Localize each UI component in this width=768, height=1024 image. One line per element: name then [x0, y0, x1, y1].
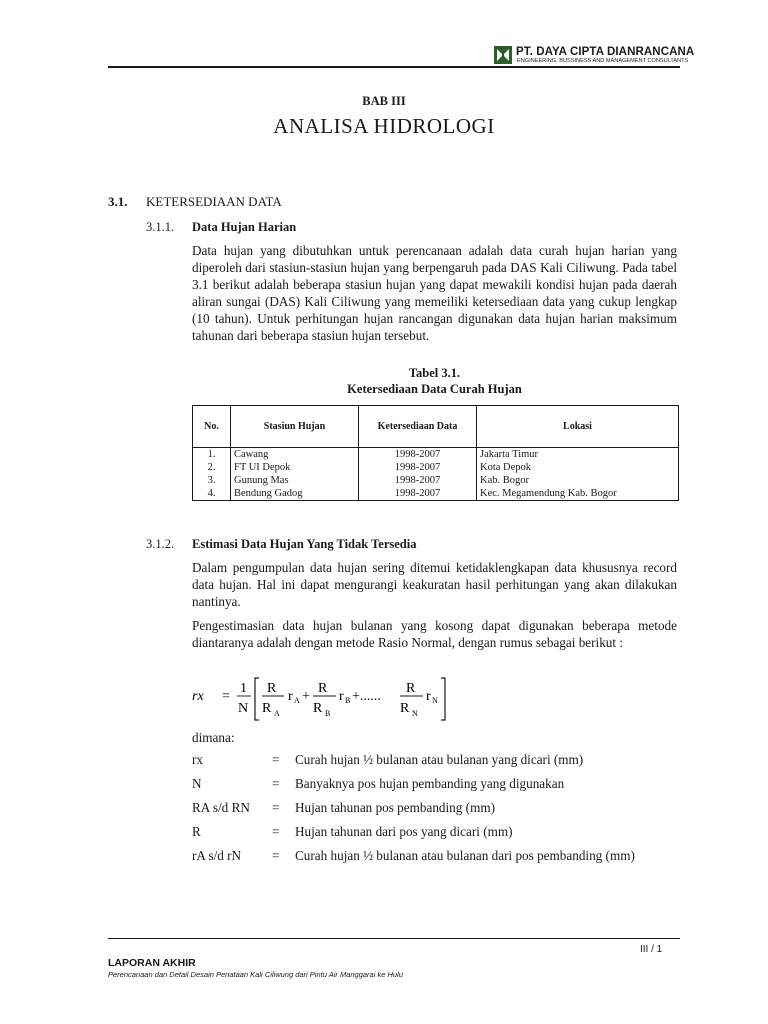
subsection-number: 3.1.2. — [146, 537, 175, 551]
table-cell: Cawang — [231, 448, 359, 462]
subsection-number: 3.1.1. — [146, 220, 175, 234]
table-cell: 1. — [193, 448, 231, 462]
formula-small-r: r — [339, 689, 344, 704]
table-cell: 1998-2007 — [359, 487, 477, 501]
section-title: KETERSEDIAAN DATA — [146, 194, 282, 209]
table-row — [193, 448, 679, 462]
table-cell: Kab. Bogor — [477, 474, 679, 487]
paragraph: Pengestimasian data hujan bulanan yang kosong dapat digunakan beberapa metode diantaranya adalah dengan metode Rasio Normal, dengan rumus sebagai berikut : — [192, 618, 677, 650]
report-label: LAPORAN AKHIR — [108, 957, 196, 969]
header-divider — [108, 66, 680, 68]
chapter-title: ANALISA HIDROLOGI — [273, 114, 495, 138]
chapter-label: BAB III — [362, 94, 406, 108]
table-cell: 3. — [193, 474, 231, 487]
footer-divider — [108, 938, 680, 939]
table-cell: Jakarta Timur — [477, 448, 679, 462]
definition-key: rA s/d rN — [192, 848, 242, 863]
subsection-title: Data Hujan Harian — [192, 220, 297, 234]
formula-sub-b: B — [325, 709, 331, 718]
definition-value: Curah hujan ½ bulanan atau bulanan yang dicari (mm) — [295, 752, 584, 767]
definition-equals: = — [272, 800, 280, 815]
table-header-cell: No. — [193, 406, 231, 448]
table-header-row — [193, 406, 679, 448]
formula-denominator-n: N — [238, 701, 249, 716]
table-cell: FT UI Depok — [231, 461, 359, 474]
formula-ra: R — [262, 701, 272, 716]
table-caption-number: Tabel 3.1. — [408, 366, 461, 380]
definition-key: rx — [192, 752, 203, 767]
company-tagline: ENGINEERING, BUSSINESS AND MANAGEMENT CONSULTANTS — [517, 58, 689, 64]
formula-small-r: r — [426, 689, 431, 704]
company-logo-icon — [494, 46, 512, 64]
company-name: PT. DAYA CIPTA DIANRANCANA — [516, 46, 695, 58]
definition-value: Banyaknya pos hujan pembanding yang digunakan — [295, 776, 565, 791]
table-cell: Kota Depok — [477, 461, 679, 474]
definition-key: RA s/d RN — [192, 800, 250, 815]
table-header-cell: Lokasi — [477, 406, 679, 448]
table-cell: 1998-2007 — [359, 448, 477, 462]
definition-key: N — [192, 776, 202, 791]
definition-value: Curah hujan ½ bulanan atau bulanan dari pos pembanding (mm) — [295, 848, 635, 863]
definition-value: Hujan tahunan dari pos yang dicari (mm) — [295, 824, 513, 839]
definition-value: Hujan tahunan pos pembanding (mm) — [295, 800, 495, 815]
table-row — [193, 487, 679, 501]
subsection-title: Estimasi Data Hujan Yang Tidak Tersedia — [192, 537, 417, 551]
table-cell: Kec. Megamendung Kab. Bogor — [477, 487, 679, 501]
definitions-intro: dimana: — [192, 730, 235, 745]
definition-equals: = — [272, 752, 280, 767]
table-row — [193, 461, 679, 474]
definition-equals: = — [272, 848, 280, 863]
paragraph: Data hujan yang dibutuhkan untuk perencanaan adalah data curah hujan harian yang diperoleh dari stasiun-stasiun hujan yang berpengaruh pada DAS Kali Ciliwung. Pada tabel 3.1 berikut adalah beberapa stasiun hujan yang dapat mewakili kondisi hujan pada daerah aliran sungai (DAS) Kali Ciliwung yang memeiliki ketersediaan data yang cukup lengkap (10 tahun). Untuk perhitungan hujan rancangan digunakan data hujan harian maksimum tahunan dari beberapa stasiun hujan tersebut. — [192, 243, 677, 343]
page-number: III / 1 — [640, 944, 663, 955]
formula-sub-b: B — [345, 696, 351, 705]
table-cell: 1998-2007 — [359, 474, 477, 487]
table-cell: 2. — [193, 461, 231, 474]
definition-key: R — [192, 824, 201, 839]
formula-rn: R — [400, 701, 410, 716]
formula-lhs: rx — [192, 689, 204, 704]
formula-numerator-one: 1 — [240, 681, 247, 696]
section-number: 3.1. — [108, 194, 128, 209]
formula-equals: = — [222, 689, 230, 704]
project-title: Perencanaan dan Detail Desain Penataan Kali Ciliwung dari Pintu Air Manggarai ke Hulu — [108, 970, 403, 979]
table-cell: Gunung Mas — [231, 474, 359, 487]
definition-equals: = — [272, 824, 280, 839]
formula-sub-n: N — [432, 696, 438, 705]
formula-sub-n: N — [412, 709, 418, 718]
formula-sub-a: A — [274, 709, 280, 718]
table-cell: 4. — [193, 487, 231, 501]
paragraph: Dalam pengumpulan data hujan sering ditemui ketidaklengkapan data khususnya record data hujan. Hal ini dapat mengurangi keakuratan hasil perhitungan yang akan dilakukan nantinya. — [192, 560, 677, 609]
formula-small-r: r — [288, 689, 293, 704]
formula-rb: R — [313, 701, 323, 716]
table-caption-title: Ketersediaan Data Curah Hujan — [347, 382, 522, 396]
table-header-cell: Ketersediaan Data — [359, 406, 477, 448]
definition-equals: = — [272, 776, 280, 791]
rainfall-station-table — [192, 405, 679, 501]
table-cell: Bendung Gadog — [231, 487, 359, 501]
formula-sub-a: A — [294, 696, 300, 705]
table-row — [193, 474, 679, 487]
table-header-cell: Stasiun Hujan — [231, 406, 359, 448]
formula-r: R — [318, 681, 328, 696]
rasio-normal-formula — [192, 676, 462, 722]
formula-r: R — [267, 681, 277, 696]
table-cell: 1998-2007 — [359, 461, 477, 474]
formula-dots: +...... — [352, 689, 381, 704]
formula-r: R — [406, 681, 416, 696]
formula-plus: + — [302, 689, 310, 704]
